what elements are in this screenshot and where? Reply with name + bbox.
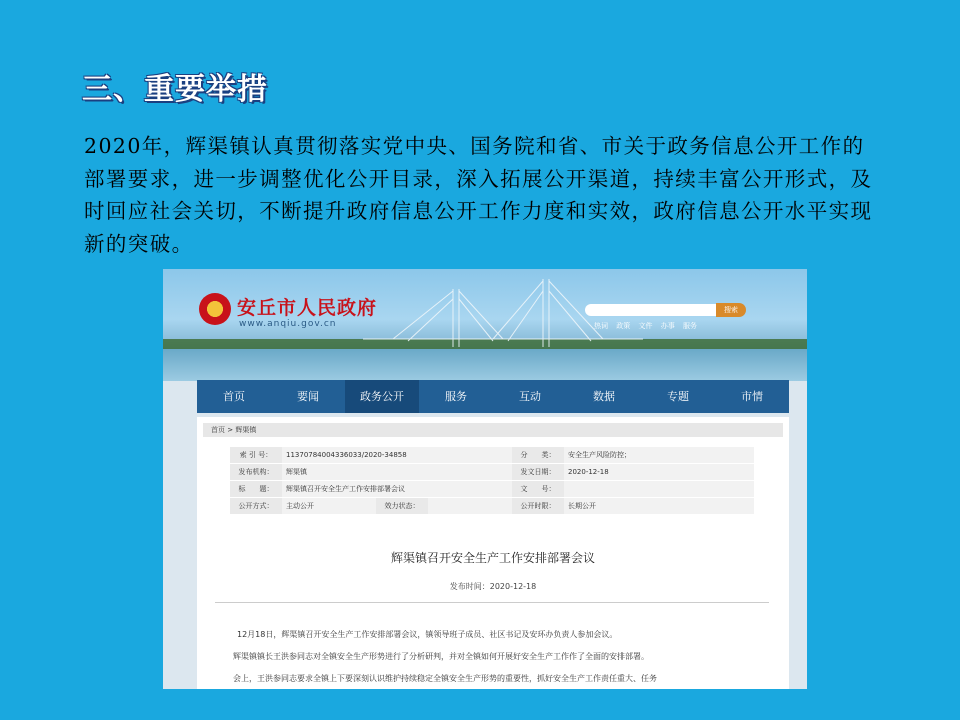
meta-status-label: 效力状态： bbox=[376, 498, 428, 515]
article-paragraph: 辉渠镇镇长王洪参同志对全镇安全生产形势进行了分析研判，并对全镇如何开展好安全生产工作作了全面的安排部署。 bbox=[233, 652, 649, 661]
meta-period-label: 公开时限： bbox=[512, 498, 564, 515]
meta-docno-value bbox=[564, 481, 754, 498]
nav-news[interactable]: 要闻 bbox=[297, 390, 319, 403]
article-content bbox=[197, 417, 789, 689]
quick-link-service[interactable]: 服务 bbox=[682, 322, 697, 330]
quick-links bbox=[594, 321, 703, 331]
nav-gov-affairs[interactable]: 政务公开 bbox=[345, 380, 419, 413]
quick-link-affairs[interactable]: 办事 bbox=[660, 322, 675, 330]
nav-service[interactable]: 服务 bbox=[445, 390, 467, 403]
publish-time: 发布时间：2020-12-18 bbox=[449, 582, 537, 591]
website-screenshot bbox=[163, 269, 807, 689]
site-url: www.anqiu.gov.cn bbox=[239, 319, 337, 329]
meta-method-label: 公开方式： bbox=[230, 498, 282, 515]
meta-docno-label: 文 号： bbox=[512, 481, 564, 498]
meta-method-value: 主动公开 bbox=[282, 498, 376, 515]
nav-topics[interactable]: 专题 bbox=[667, 390, 689, 403]
meta-period-value: 长期公开 bbox=[564, 498, 754, 515]
quick-link-policy[interactable]: 政策 bbox=[616, 322, 631, 330]
header-banner bbox=[163, 269, 807, 381]
slide-title: 三、重要举措 bbox=[82, 72, 268, 107]
metadata-table bbox=[230, 447, 754, 515]
breadcrumb[interactable]: 首页 > 辉渠镇 bbox=[203, 423, 783, 437]
national-emblem-icon bbox=[199, 293, 231, 325]
meta-index-value: 11370784004336033/2020-34858 bbox=[282, 447, 512, 464]
meta-category-value: 安全生产风险防控； bbox=[564, 447, 754, 464]
site-name[interactable]: 安丘市人民政府 bbox=[237, 297, 378, 319]
nav-data[interactable]: 数据 bbox=[593, 390, 615, 403]
search-button[interactable]: 搜索 bbox=[716, 303, 746, 317]
divider bbox=[215, 602, 769, 603]
main-nav bbox=[197, 380, 789, 413]
article-title: 辉渠镇召开安全生产工作安排部署会议 bbox=[390, 551, 595, 565]
search-input[interactable] bbox=[585, 304, 717, 316]
meta-date-value: 2020-12-18 bbox=[564, 464, 754, 481]
quick-link-hotword[interactable]: 热词 bbox=[594, 322, 608, 330]
meta-title-value: 辉渠镇召开安全生产工作安排部署会议 bbox=[282, 481, 512, 498]
nav-home[interactable]: 首页 bbox=[223, 390, 245, 403]
meta-org-value: 辉渠镇 bbox=[282, 464, 512, 481]
article-paragraph: 12月18日，辉渠镇召开安全生产工作安排部署会议，镇领导班子成员、社区书记及安环办负责人参加会议。 bbox=[237, 630, 618, 639]
meta-index-label: 索 引 号： bbox=[230, 447, 282, 464]
meta-org-label: 发布机构： bbox=[230, 464, 282, 481]
meta-date-label: 发文日期： bbox=[512, 464, 564, 481]
meta-title-label: 标 题： bbox=[230, 481, 282, 498]
quick-link-document[interactable]: 文件 bbox=[638, 322, 653, 330]
meta-status-value bbox=[428, 498, 512, 515]
meta-category-label: 分 类： bbox=[512, 447, 564, 464]
slide-body-text: 2020年，辉渠镇认真贯彻落实党中央、国务院和省、市关于政务信息公开工作的部署要求，进一步调整优化公开目录，深入拓展公开渠道，持续丰富公开形式，及时回应社会关切，不断提升政府信息公开工作力度和实效，政府信息公开水平实现新的突破。 bbox=[84, 134, 873, 256]
nav-interaction[interactable]: 互动 bbox=[519, 390, 541, 403]
article-paragraph: 会上，王洪参同志要求全镇上下要深刻认识维护持续稳定全镇安全生产形势的重要性，抓好安全生产工作责任重大、任务 bbox=[233, 674, 657, 683]
nav-city-info[interactable]: 市情 bbox=[741, 390, 763, 403]
